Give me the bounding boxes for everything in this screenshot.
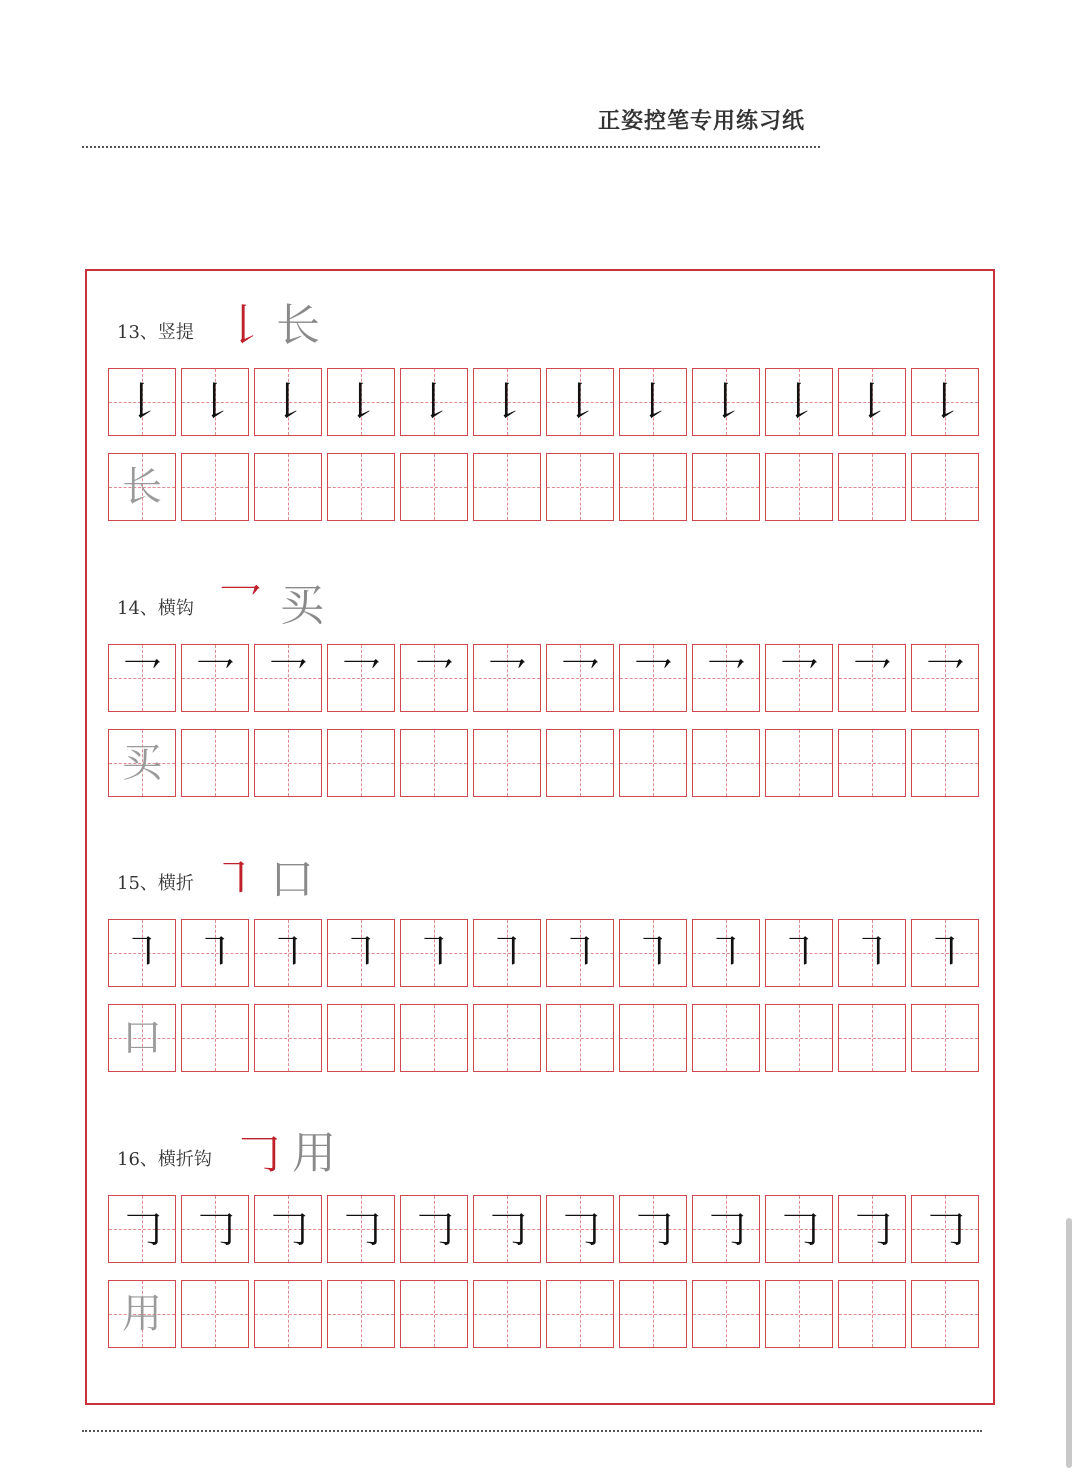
trace-stroke: ㇕ bbox=[414, 930, 454, 976]
practice-cell bbox=[473, 919, 541, 987]
practice-cell bbox=[911, 919, 979, 987]
trace-stroke: ㇕ bbox=[706, 930, 746, 976]
trace-stroke: 𠃌 bbox=[195, 1206, 235, 1252]
trace-char: 长 bbox=[122, 464, 162, 510]
stroke-practice-row bbox=[108, 644, 979, 712]
practice-cell bbox=[838, 368, 906, 436]
practice-cell bbox=[473, 729, 541, 797]
practice-cell bbox=[911, 368, 979, 436]
practice-cell bbox=[546, 453, 614, 521]
trace-stroke: 𠄌 bbox=[268, 379, 308, 425]
practice-cell bbox=[327, 1280, 395, 1348]
trace-stroke: ㇕ bbox=[268, 930, 308, 976]
practice-cell bbox=[692, 453, 760, 521]
trace-stroke: 乛 bbox=[706, 655, 746, 701]
practice-cell bbox=[254, 368, 322, 436]
trace-stroke: ㇕ bbox=[925, 930, 965, 976]
trace-stroke: 𠄌 bbox=[706, 379, 746, 425]
trace-stroke: ㇕ bbox=[560, 930, 600, 976]
practice-cell bbox=[473, 1004, 541, 1072]
trace-stroke: 𠄌 bbox=[341, 379, 381, 425]
trace-stroke: 𠄌 bbox=[779, 379, 819, 425]
stroke-sample: 𠄌 bbox=[222, 300, 266, 351]
practice-cell bbox=[911, 1004, 979, 1072]
practice-cell bbox=[692, 1195, 760, 1263]
practice-cell bbox=[181, 1195, 249, 1263]
stroke-sample: 乛 bbox=[218, 580, 262, 631]
practice-cell bbox=[838, 644, 906, 712]
trace-stroke: 𠃌 bbox=[414, 1206, 454, 1252]
trace-stroke: 𠃌 bbox=[268, 1206, 308, 1252]
trace-stroke: 𠃌 bbox=[122, 1206, 162, 1252]
trace-stroke: 乛 bbox=[779, 655, 819, 701]
trace-stroke: ㇕ bbox=[487, 930, 527, 976]
practice-cell bbox=[400, 1195, 468, 1263]
practice-cell bbox=[546, 368, 614, 436]
practice-cell bbox=[327, 919, 395, 987]
section-label: 14、横钩 bbox=[117, 598, 194, 619]
practice-cell bbox=[692, 1280, 760, 1348]
practice-cell bbox=[692, 919, 760, 987]
trace-stroke: 𠄌 bbox=[560, 379, 600, 425]
trace-stroke: 𠃌 bbox=[779, 1206, 819, 1252]
practice-cell bbox=[254, 729, 322, 797]
practice-cell bbox=[619, 1195, 687, 1263]
practice-cell bbox=[765, 453, 833, 521]
trace-char: 口 bbox=[122, 1015, 162, 1061]
practice-cell bbox=[108, 1195, 176, 1263]
section-label: 15、横折 bbox=[117, 873, 194, 894]
footer-divider bbox=[82, 1430, 982, 1432]
practice-cell bbox=[692, 729, 760, 797]
practice-cell bbox=[619, 644, 687, 712]
practice-cell bbox=[546, 1195, 614, 1263]
practice-cell bbox=[911, 1280, 979, 1348]
practice-cell bbox=[400, 1280, 468, 1348]
practice-cell bbox=[181, 729, 249, 797]
practice-cell bbox=[911, 453, 979, 521]
practice-cell bbox=[765, 644, 833, 712]
practice-cell bbox=[181, 1280, 249, 1348]
trace-char: 买 bbox=[122, 740, 162, 786]
practice-cell bbox=[181, 453, 249, 521]
practice-cell bbox=[838, 1195, 906, 1263]
practice-cell bbox=[254, 453, 322, 521]
practice-cell bbox=[765, 368, 833, 436]
practice-cell bbox=[254, 644, 322, 712]
trace-stroke: 𠄌 bbox=[852, 379, 892, 425]
practice-cell bbox=[546, 1004, 614, 1072]
practice-cell bbox=[765, 919, 833, 987]
practice-cell bbox=[619, 919, 687, 987]
practice-cell bbox=[765, 729, 833, 797]
trace-stroke: 𠃌 bbox=[487, 1206, 527, 1252]
char-sample: 用 bbox=[292, 1128, 336, 1179]
practice-cell bbox=[765, 1280, 833, 1348]
trace-stroke: 乛 bbox=[414, 655, 454, 701]
practice-cell bbox=[400, 368, 468, 436]
section-label: 13、竖提 bbox=[117, 322, 194, 343]
practice-cell bbox=[327, 729, 395, 797]
practice-cell bbox=[327, 453, 395, 521]
trace-stroke: 乛 bbox=[341, 655, 381, 701]
practice-cell bbox=[473, 644, 541, 712]
practice-cell bbox=[108, 368, 176, 436]
trace-stroke: 𠃌 bbox=[560, 1206, 600, 1252]
trace-stroke: 𠄌 bbox=[633, 379, 673, 425]
practice-cell bbox=[254, 919, 322, 987]
practice-cell bbox=[546, 644, 614, 712]
practice-cell bbox=[108, 919, 176, 987]
char-sample: 口 bbox=[270, 854, 314, 905]
practice-cell bbox=[838, 919, 906, 987]
practice-cell bbox=[254, 1004, 322, 1072]
trace-stroke: 𠃌 bbox=[341, 1206, 381, 1252]
char-practice-row bbox=[108, 1280, 979, 1348]
practice-cell bbox=[327, 644, 395, 712]
practice-cell bbox=[400, 1004, 468, 1072]
practice-cell bbox=[108, 1004, 176, 1072]
char-practice-row bbox=[108, 729, 979, 797]
practice-cell bbox=[473, 453, 541, 521]
trace-stroke: 𠃌 bbox=[633, 1206, 673, 1252]
practice-cell bbox=[838, 1004, 906, 1072]
practice-cell bbox=[181, 1004, 249, 1072]
practice-cell bbox=[911, 729, 979, 797]
practice-cell bbox=[327, 1195, 395, 1263]
practice-cell bbox=[838, 1280, 906, 1348]
stroke-sample: 𠃌 bbox=[236, 1128, 280, 1179]
practice-cell bbox=[546, 919, 614, 987]
char-sample: 买 bbox=[280, 580, 324, 631]
practice-cell bbox=[546, 729, 614, 797]
trace-char: 用 bbox=[122, 1291, 162, 1337]
practice-cell bbox=[911, 1195, 979, 1263]
practice-cell bbox=[400, 919, 468, 987]
practice-cell bbox=[400, 644, 468, 712]
trace-stroke: 𠃌 bbox=[706, 1206, 746, 1252]
practice-cell bbox=[692, 644, 760, 712]
practice-cell bbox=[765, 1004, 833, 1072]
char-practice-row bbox=[108, 1004, 979, 1072]
practice-cell bbox=[619, 1004, 687, 1072]
practice-cell bbox=[473, 368, 541, 436]
stroke-practice-row bbox=[108, 368, 979, 436]
trace-stroke: 乛 bbox=[268, 655, 308, 701]
practice-cell bbox=[692, 1004, 760, 1072]
char-sample: 长 bbox=[276, 300, 320, 351]
practice-cell bbox=[181, 644, 249, 712]
practice-cell bbox=[619, 1280, 687, 1348]
trace-stroke: ㇕ bbox=[122, 930, 162, 976]
practice-cell bbox=[327, 1004, 395, 1072]
practice-cell bbox=[692, 368, 760, 436]
trace-stroke: 𠃌 bbox=[852, 1206, 892, 1252]
practice-cell bbox=[108, 1280, 176, 1348]
trace-stroke: 乛 bbox=[487, 655, 527, 701]
trace-stroke: 乛 bbox=[925, 655, 965, 701]
practice-cell bbox=[108, 644, 176, 712]
char-practice-row bbox=[108, 453, 979, 521]
practice-cell bbox=[254, 1280, 322, 1348]
trace-stroke: ㇕ bbox=[852, 930, 892, 976]
practice-cell bbox=[619, 368, 687, 436]
stroke-practice-row bbox=[108, 1195, 979, 1263]
trace-stroke: ㇕ bbox=[633, 930, 673, 976]
practice-cell bbox=[400, 453, 468, 521]
trace-stroke: ㇕ bbox=[341, 930, 381, 976]
practice-cell bbox=[181, 919, 249, 987]
trace-stroke: 𠃌 bbox=[925, 1206, 965, 1252]
practice-cell bbox=[108, 453, 176, 521]
trace-stroke: 乛 bbox=[122, 655, 162, 701]
trace-stroke: 𠄌 bbox=[925, 379, 965, 425]
practice-cell bbox=[838, 729, 906, 797]
trace-stroke: 乛 bbox=[852, 655, 892, 701]
practice-cell bbox=[911, 644, 979, 712]
trace-stroke: 乛 bbox=[633, 655, 673, 701]
stroke-sample: ㇕ bbox=[212, 854, 256, 905]
section-label: 16、横折钩 bbox=[117, 1149, 212, 1170]
header-divider bbox=[82, 146, 820, 148]
practice-cell bbox=[327, 368, 395, 436]
practice-cell bbox=[108, 729, 176, 797]
trace-stroke: 乛 bbox=[195, 655, 235, 701]
practice-cell bbox=[181, 368, 249, 436]
trace-stroke: 𠄌 bbox=[122, 379, 162, 425]
practice-cell bbox=[400, 729, 468, 797]
practice-cell bbox=[619, 729, 687, 797]
page-title: 正姿控笔专用练习纸 bbox=[598, 108, 806, 134]
trace-stroke: ㇕ bbox=[779, 930, 819, 976]
practice-cell bbox=[619, 453, 687, 521]
trace-stroke: 𠄌 bbox=[195, 379, 235, 425]
trace-stroke: 乛 bbox=[560, 655, 600, 701]
trace-stroke: ㇕ bbox=[195, 930, 235, 976]
practice-cell bbox=[546, 1280, 614, 1348]
scrollbar[interactable] bbox=[1066, 1218, 1072, 1468]
practice-cell bbox=[473, 1195, 541, 1263]
trace-stroke: 𠄌 bbox=[414, 379, 454, 425]
practice-cell bbox=[254, 1195, 322, 1263]
practice-cell bbox=[473, 1280, 541, 1348]
trace-stroke: 𠄌 bbox=[487, 379, 527, 425]
stroke-practice-row bbox=[108, 919, 979, 987]
practice-cell bbox=[765, 1195, 833, 1263]
practice-cell bbox=[838, 453, 906, 521]
